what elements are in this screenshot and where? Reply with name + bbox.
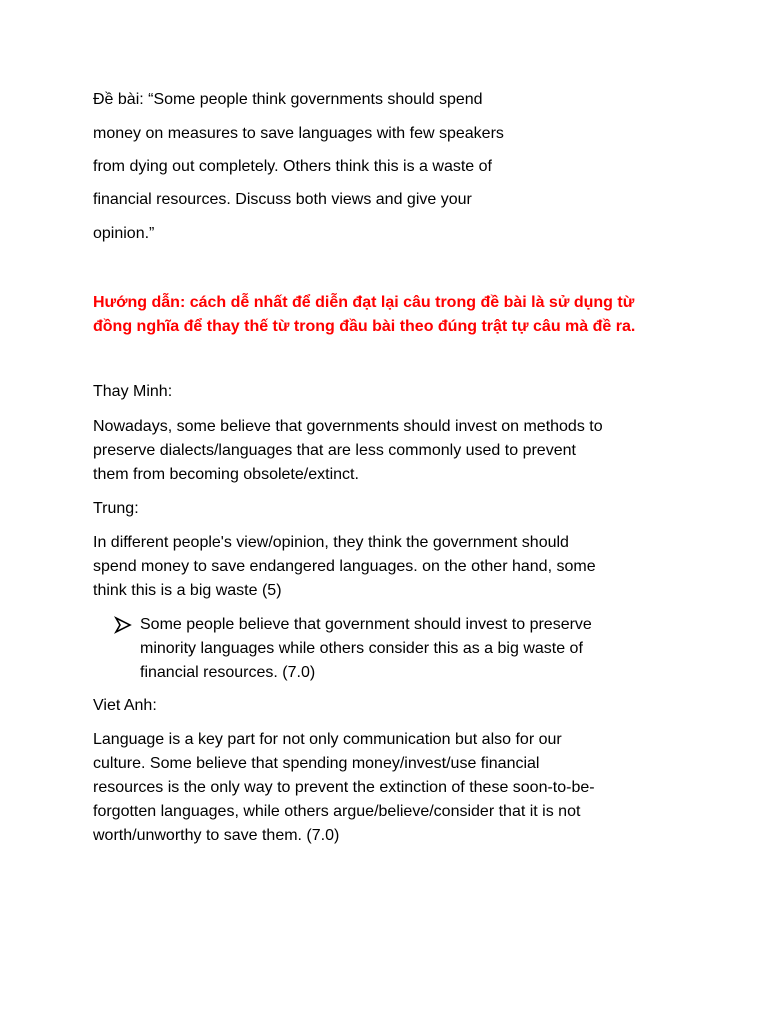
answer-author: Viet Anh: [93, 697, 157, 714]
bullet-line: minority languages while others consider this as a big waste of [140, 640, 583, 657]
answer-line: Nowadays, some believe that governments should invest on methods to [93, 418, 603, 435]
answer-line: them from becoming obsolete/extinct. [93, 466, 359, 483]
answer-line: worth/unworthy to save them. (7.0) [93, 827, 340, 844]
bullet-line: financial resources. (7.0) [140, 664, 316, 681]
answer-thay-minh-text [93, 415, 678, 487]
prompt-line: from dying out completely. Others think this is a waste of [93, 158, 492, 175]
prompt-line: opinion.” [93, 225, 155, 242]
bullet-line: Some people believe that government should invest to preserve [140, 616, 592, 633]
prompt-line: Đề bài: “Some people think governments should spend [93, 91, 483, 108]
answer-line: forgotten languages, while others argue/believe/consider that it is not [93, 803, 581, 820]
answer-author: Trung: [93, 500, 139, 517]
answer-line: preserve dialects/languages that are less commonly used to prevent [93, 442, 576, 459]
answer-viet-anh-label [93, 694, 678, 718]
guide-line: đồng nghĩa để thay thế từ trong đầu bài theo đúng trật tự câu mà đề ra. [93, 318, 636, 335]
answer-author: Thay Minh: [93, 383, 173, 400]
answer-line: think this is a big waste (5) [93, 582, 282, 599]
prompt-line: money on measures to save languages with few speakers [93, 125, 504, 142]
answer-thay-minh-label [93, 380, 678, 404]
answer-line: culture. Some believe that spending money/invest/use financial [93, 755, 540, 772]
arrow-bullet-icon [113, 613, 133, 637]
answer-trung-text [93, 531, 678, 603]
guide-instruction [93, 291, 703, 339]
answer-line: In different people's view/opinion, they think the government should [93, 534, 569, 551]
answer-line: spend money to save endangered languages. on the other hand, some [93, 558, 596, 575]
answer-line: Language is a key part for not only communication but also for our [93, 731, 562, 748]
answer-viet-anh-text [93, 728, 678, 848]
prompt-line: financial resources. Discuss both views and give your [93, 191, 472, 208]
guide-line: Hướng dẫn: cách dễ nhất để diễn đạt lại câu trong đề bài là sử dụng từ [93, 294, 635, 311]
answer-line: resources is the only way to prevent the extinction of these soon-to-be- [93, 779, 595, 796]
answer-trung-label [93, 497, 678, 521]
